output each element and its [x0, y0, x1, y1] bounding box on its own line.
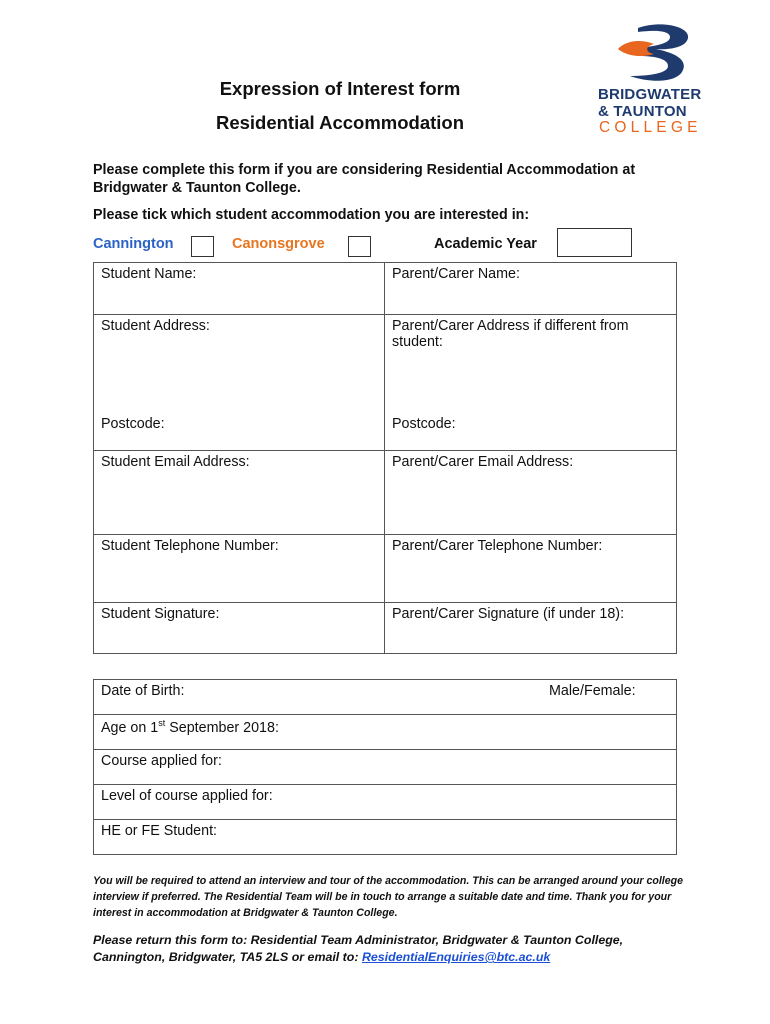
- he-fe-field[interactable]: [94, 820, 677, 855]
- student-address-label: Student Address:: [101, 318, 210, 334]
- return-instructions: [93, 932, 693, 966]
- return-email-link[interactable]: ResidentialEnquiries@btc.ac.uk: [361, 950, 551, 964]
- form-subtitle: Residential Accommodation: [215, 112, 465, 133]
- parent-name-label: Parent/Carer Name:: [392, 266, 520, 282]
- age-field[interactable]: [94, 715, 677, 750]
- intro-text: [93, 161, 693, 197]
- level-field[interactable]: [94, 785, 677, 820]
- cannington-label: Cannington: [93, 236, 174, 252]
- logo-mark-icon: [616, 22, 696, 84]
- form-title: Expression of Interest form: [219, 78, 461, 99]
- canonsgrove-checkbox[interactable]: [348, 236, 371, 257]
- dob-field[interactable]: [94, 680, 677, 715]
- he-fe-label: HE or FE Student:: [101, 823, 218, 839]
- student-signature-field[interactable]: [94, 603, 385, 654]
- parent-email-field[interactable]: [385, 451, 677, 535]
- course-field[interactable]: [94, 750, 677, 785]
- interview-note: You will be required to attend an interview and tour of the accommodation. This can be arranged around your college interview if preferred. The Residential Team will be in touch to arrange a suitable date and time. Thank you for your interest in accommodation at Bridgwater & Taunton College.: [93, 875, 684, 919]
- logo-text-line3: COLLEGE: [599, 119, 702, 136]
- parent-address-label: Parent/Carer Address if different from student:: [392, 318, 629, 350]
- parent-email-label: Parent/Carer Email Address:: [392, 454, 574, 470]
- student-name-label: Student Name:: [101, 266, 197, 282]
- gender-label: Male/Female:: [549, 683, 636, 699]
- parent-signature-field[interactable]: [385, 603, 677, 654]
- canonsgrove-label: Canonsgrove: [232, 236, 325, 252]
- parent-phone-label: Parent/Carer Telephone Number:: [392, 538, 603, 554]
- age-label-suffix: September 2018:: [165, 719, 279, 736]
- intro-line2: Bridgwater & Taunton College.: [93, 180, 301, 196]
- college-logo: [596, 22, 716, 137]
- student-name-field[interactable]: [94, 263, 385, 315]
- academic-year-label: Academic Year: [434, 236, 537, 252]
- logo-text-line2: & TAUNTON: [598, 103, 687, 120]
- parent-name-field[interactable]: [385, 263, 677, 315]
- academic-year-field[interactable]: [557, 228, 632, 257]
- age-label-prefix: Age on 1: [101, 719, 159, 736]
- level-label: Level of course applied for:: [101, 788, 273, 804]
- student-phone-field[interactable]: [94, 535, 385, 603]
- course-label: Course applied for:: [101, 753, 222, 769]
- student-postcode-label: Postcode:: [101, 416, 165, 432]
- student-email-label: Student Email Address:: [101, 454, 250, 470]
- parent-postcode-label: Postcode:: [392, 416, 456, 432]
- dob-label: Date of Birth:: [101, 683, 185, 699]
- age-label-sup: st: [158, 718, 166, 728]
- cannington-checkbox[interactable]: [191, 236, 214, 257]
- return-text: Please return this form to: Residential Team Administrator, Bridgwater & Taunton College, Cannington, Bridgwater, TA5 2LS or email to:: [93, 933, 624, 964]
- student-address-field[interactable]: [94, 315, 385, 451]
- intro-line1: Please complete this form if you are considering Residential Accommodation at: [93, 162, 636, 178]
- student-email-field[interactable]: [94, 451, 385, 535]
- logo-text-line1: BRIDGWATER: [598, 86, 702, 103]
- details-table: [93, 262, 677, 654]
- tick-instruction: Please tick which student accommodation you are interested in:: [93, 207, 530, 223]
- student-phone-label: Student Telephone Number:: [101, 538, 279, 554]
- parent-phone-field[interactable]: [385, 535, 677, 603]
- course-info-table: [93, 679, 677, 855]
- parent-signature-label: Parent/Carer Signature (if under 18):: [392, 606, 625, 622]
- student-signature-label: Student Signature:: [101, 606, 220, 622]
- parent-address-field[interactable]: [385, 315, 677, 451]
